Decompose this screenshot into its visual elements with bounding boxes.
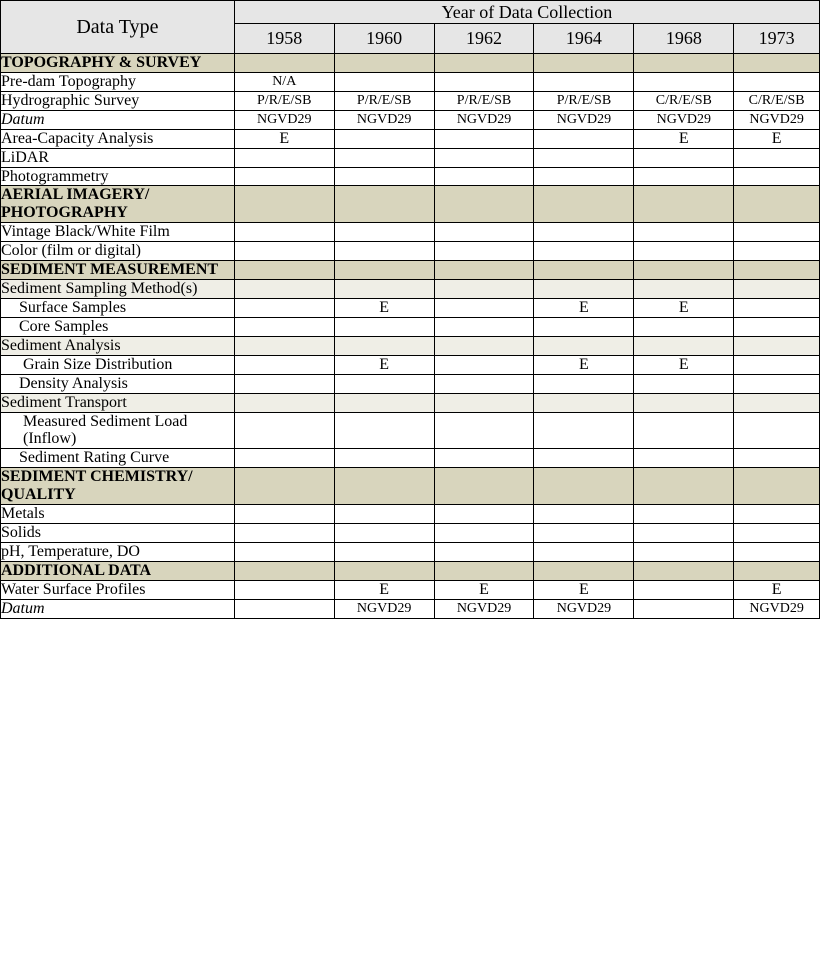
table-cell: [234, 242, 334, 261]
table-row: [1, 561, 820, 580]
table-cell: NGVD29: [334, 110, 434, 129]
table-cell: [734, 355, 820, 374]
table-cell: [634, 54, 734, 73]
table-cell: [634, 393, 734, 412]
table-cell: [234, 542, 334, 561]
table-cell: [234, 279, 334, 298]
row-label: Measured Sediment Load (Inflow): [1, 412, 235, 449]
table-cell: E: [234, 129, 334, 148]
table-cell: [434, 468, 534, 505]
table-cell: [434, 148, 534, 167]
table-row: [1, 393, 820, 412]
table-cell: [734, 242, 820, 261]
table-row: [1, 223, 820, 242]
table-cell: [434, 317, 534, 336]
table-row: [1, 505, 820, 524]
header-row-group: [1, 1, 820, 24]
table-row: [1, 110, 820, 129]
table-cell: [634, 449, 734, 468]
table-cell: [434, 561, 534, 580]
row-label: Datum: [1, 110, 235, 129]
table-cell: [334, 393, 434, 412]
row-label: Sediment Rating Curve: [1, 449, 235, 468]
table-cell: [534, 129, 634, 148]
table-cell: [634, 561, 734, 580]
row-label: AERIAL IMAGERY/ PHOTOGRAPHY: [1, 186, 235, 223]
table-cell: C/R/E/SB: [634, 91, 734, 110]
table-cell: P/R/E/SB: [534, 91, 634, 110]
table-cell: [434, 186, 534, 223]
table-cell: [734, 223, 820, 242]
table-cell: P/R/E/SB: [234, 91, 334, 110]
table-cell: NGVD29: [334, 599, 434, 618]
table-cell: [634, 186, 734, 223]
row-label: Photogrammetry: [1, 167, 235, 186]
table-cell: [734, 449, 820, 468]
row-label: Surface Samples: [1, 298, 235, 317]
table-row: [1, 523, 820, 542]
table-cell: [234, 167, 334, 186]
table-cell: [634, 148, 734, 167]
table-cell: [734, 505, 820, 524]
table-cell: [234, 186, 334, 223]
table-cell: [434, 72, 534, 91]
table-cell: E: [334, 580, 434, 599]
table-cell: [234, 412, 334, 449]
table-cell: [734, 167, 820, 186]
table-cell: [434, 374, 534, 393]
table-cell: [434, 523, 534, 542]
table-cell: E: [434, 580, 534, 599]
table-row: [1, 412, 820, 449]
table-cell: E: [634, 129, 734, 148]
table-cell: [334, 261, 434, 280]
table-cell: NGVD29: [234, 110, 334, 129]
table-cell: [434, 167, 534, 186]
table-cell: [234, 298, 334, 317]
table-cell: [434, 449, 534, 468]
table-cell: E: [534, 298, 634, 317]
table-cell: [634, 279, 734, 298]
row-label: Sediment Transport: [1, 393, 235, 412]
table-cell: NGVD29: [534, 110, 634, 129]
table-cell: NGVD29: [634, 110, 734, 129]
table-cell: [534, 54, 634, 73]
table-cell: [634, 580, 734, 599]
table-row: [1, 599, 820, 618]
table-cell: [634, 542, 734, 561]
table-cell: N/A: [234, 72, 334, 91]
table-header: [1, 1, 820, 54]
table-cell: [734, 317, 820, 336]
column-header-data-type: Data Type: [1, 1, 235, 54]
row-label: Metals: [1, 505, 235, 524]
column-header-year-1968: 1968: [634, 24, 734, 54]
table-cell: [334, 54, 434, 73]
table-cell: [534, 412, 634, 449]
table-cell: [634, 374, 734, 393]
table-cell: [734, 148, 820, 167]
table-cell: [634, 599, 734, 618]
table-cell: [234, 561, 334, 580]
table-cell: [634, 317, 734, 336]
table-cell: [334, 468, 434, 505]
table-cell: [534, 317, 634, 336]
table-cell: [434, 412, 534, 449]
table-cell: [734, 393, 820, 412]
table-cell: NGVD29: [434, 599, 534, 618]
row-label: SEDIMENT CHEMISTRY/ QUALITY: [1, 468, 235, 505]
table-cell: [334, 374, 434, 393]
table-cell: [734, 72, 820, 91]
row-label: Pre-dam Topography: [1, 72, 235, 91]
table-cell: [434, 505, 534, 524]
table-cell: [234, 336, 334, 355]
table-row: [1, 148, 820, 167]
table-row: [1, 129, 820, 148]
table-cell: [534, 523, 634, 542]
row-label: LiDAR: [1, 148, 235, 167]
table-cell: [634, 523, 734, 542]
table-cell: [534, 223, 634, 242]
column-header-year-1962: 1962: [434, 24, 534, 54]
table-cell: [734, 279, 820, 298]
table-cell: [234, 223, 334, 242]
row-label: Area-Capacity Analysis: [1, 129, 235, 148]
table-row: [1, 580, 820, 599]
table-cell: [534, 148, 634, 167]
table-body: [1, 54, 820, 619]
column-header-year-1973: 1973: [734, 24, 820, 54]
table-cell: [634, 223, 734, 242]
table-cell: [534, 167, 634, 186]
table-row: [1, 317, 820, 336]
table-cell: [334, 167, 434, 186]
table-cell: [234, 317, 334, 336]
table-cell: NGVD29: [734, 599, 820, 618]
table-cell: [634, 72, 734, 91]
table-cell: [634, 468, 734, 505]
table-cell: [234, 599, 334, 618]
table-cell: E: [634, 355, 734, 374]
table-cell: E: [334, 355, 434, 374]
table-cell: [234, 505, 334, 524]
table-row: [1, 167, 820, 186]
table-row: [1, 186, 820, 223]
table-cell: [234, 374, 334, 393]
table-cell: [534, 279, 634, 298]
table-cell: NGVD29: [434, 110, 534, 129]
table-cell: P/R/E/SB: [434, 91, 534, 110]
column-header-year-1958: 1958: [234, 24, 334, 54]
column-header-year-1964: 1964: [534, 24, 634, 54]
table-cell: [234, 468, 334, 505]
table-cell: [334, 505, 434, 524]
table-cell: [534, 261, 634, 280]
table-cell: [734, 336, 820, 355]
table-cell: [434, 542, 534, 561]
table-cell: [334, 223, 434, 242]
row-label: pH, Temperature, DO: [1, 542, 235, 561]
table-cell: [534, 561, 634, 580]
table-row: [1, 449, 820, 468]
table-cell: [334, 242, 434, 261]
row-label: ADDITIONAL DATA: [1, 561, 235, 580]
table-cell: [734, 468, 820, 505]
table-cell: [534, 186, 634, 223]
table-cell: [234, 393, 334, 412]
table-cell: [434, 393, 534, 412]
table-cell: [634, 261, 734, 280]
table-cell: [734, 542, 820, 561]
table-cell: [234, 148, 334, 167]
table-cell: [434, 242, 534, 261]
column-header-year-1960: 1960: [334, 24, 434, 54]
table-cell: E: [334, 298, 434, 317]
table-row: [1, 542, 820, 561]
table-cell: [434, 54, 534, 73]
table-cell: [434, 298, 534, 317]
table-cell: [734, 54, 820, 73]
table-cell: [234, 355, 334, 374]
table-cell: [734, 523, 820, 542]
table-cell: [334, 279, 434, 298]
table-row: [1, 242, 820, 261]
table-cell: [434, 279, 534, 298]
row-label: Solids: [1, 523, 235, 542]
table-cell: [634, 505, 734, 524]
table-cell: [334, 72, 434, 91]
table-cell: E: [734, 129, 820, 148]
row-label: SEDIMENT MEASUREMENT: [1, 261, 235, 280]
table-cell: [534, 242, 634, 261]
table-cell: [334, 542, 434, 561]
table-cell: [534, 393, 634, 412]
table-cell: [434, 336, 534, 355]
table-cell: [334, 523, 434, 542]
table-cell: [334, 129, 434, 148]
table-cell: [734, 261, 820, 280]
table-cell: [734, 186, 820, 223]
table-cell: NGVD29: [734, 110, 820, 129]
table-cell: E: [534, 580, 634, 599]
row-label: Water Surface Profiles: [1, 580, 235, 599]
table-cell: [434, 261, 534, 280]
table-row: [1, 336, 820, 355]
table-cell: [534, 336, 634, 355]
table-cell: [434, 129, 534, 148]
table-cell: E: [534, 355, 634, 374]
table-cell: [534, 374, 634, 393]
table-cell: [634, 242, 734, 261]
row-label: Core Samples: [1, 317, 235, 336]
row-label: Sediment Sampling Method(s): [1, 279, 235, 298]
table-cell: P/R/E/SB: [334, 91, 434, 110]
table-cell: [334, 412, 434, 449]
table-cell: [234, 523, 334, 542]
column-header-years-group: Year of Data Collection: [234, 1, 819, 24]
table-cell: [334, 186, 434, 223]
table-row: [1, 261, 820, 280]
row-label: TOPOGRAPHY & SURVEY: [1, 54, 235, 73]
table-row: [1, 355, 820, 374]
table-row: [1, 91, 820, 110]
table-row: [1, 298, 820, 317]
table-cell: [334, 148, 434, 167]
table-row: [1, 279, 820, 298]
table-row: [1, 468, 820, 505]
table-cell: [534, 468, 634, 505]
table-row: [1, 374, 820, 393]
table-cell: [634, 412, 734, 449]
table-cell: [434, 223, 534, 242]
table-cell: [534, 449, 634, 468]
row-label: Hydrographic Survey: [1, 91, 235, 110]
table-cell: [234, 54, 334, 73]
row-label: Sediment Analysis: [1, 336, 235, 355]
table-cell: [734, 412, 820, 449]
row-label: Density Analysis: [1, 374, 235, 393]
row-label: Vintage Black/White Film: [1, 223, 235, 242]
table-cell: [634, 167, 734, 186]
table-row: [1, 72, 820, 91]
table-cell: [434, 355, 534, 374]
table-cell: [234, 580, 334, 599]
table-cell: [534, 72, 634, 91]
table-cell: [634, 336, 734, 355]
table-cell: C/R/E/SB: [734, 91, 820, 110]
table-cell: [534, 542, 634, 561]
table-cell: [334, 561, 434, 580]
table-cell: [334, 449, 434, 468]
row-label: Color (film or digital): [1, 242, 235, 261]
row-label: Grain Size Distribution: [1, 355, 235, 374]
row-label: Datum: [1, 599, 235, 618]
table-cell: [234, 449, 334, 468]
table-cell: [234, 261, 334, 280]
table-cell: NGVD29: [534, 599, 634, 618]
table-row: [1, 54, 820, 73]
table-cell: [334, 336, 434, 355]
table-cell: [534, 505, 634, 524]
table-cell: [734, 374, 820, 393]
table-cell: [734, 561, 820, 580]
table-cell: [334, 317, 434, 336]
table-cell: E: [734, 580, 820, 599]
table-cell: E: [634, 298, 734, 317]
table-cell: [734, 298, 820, 317]
